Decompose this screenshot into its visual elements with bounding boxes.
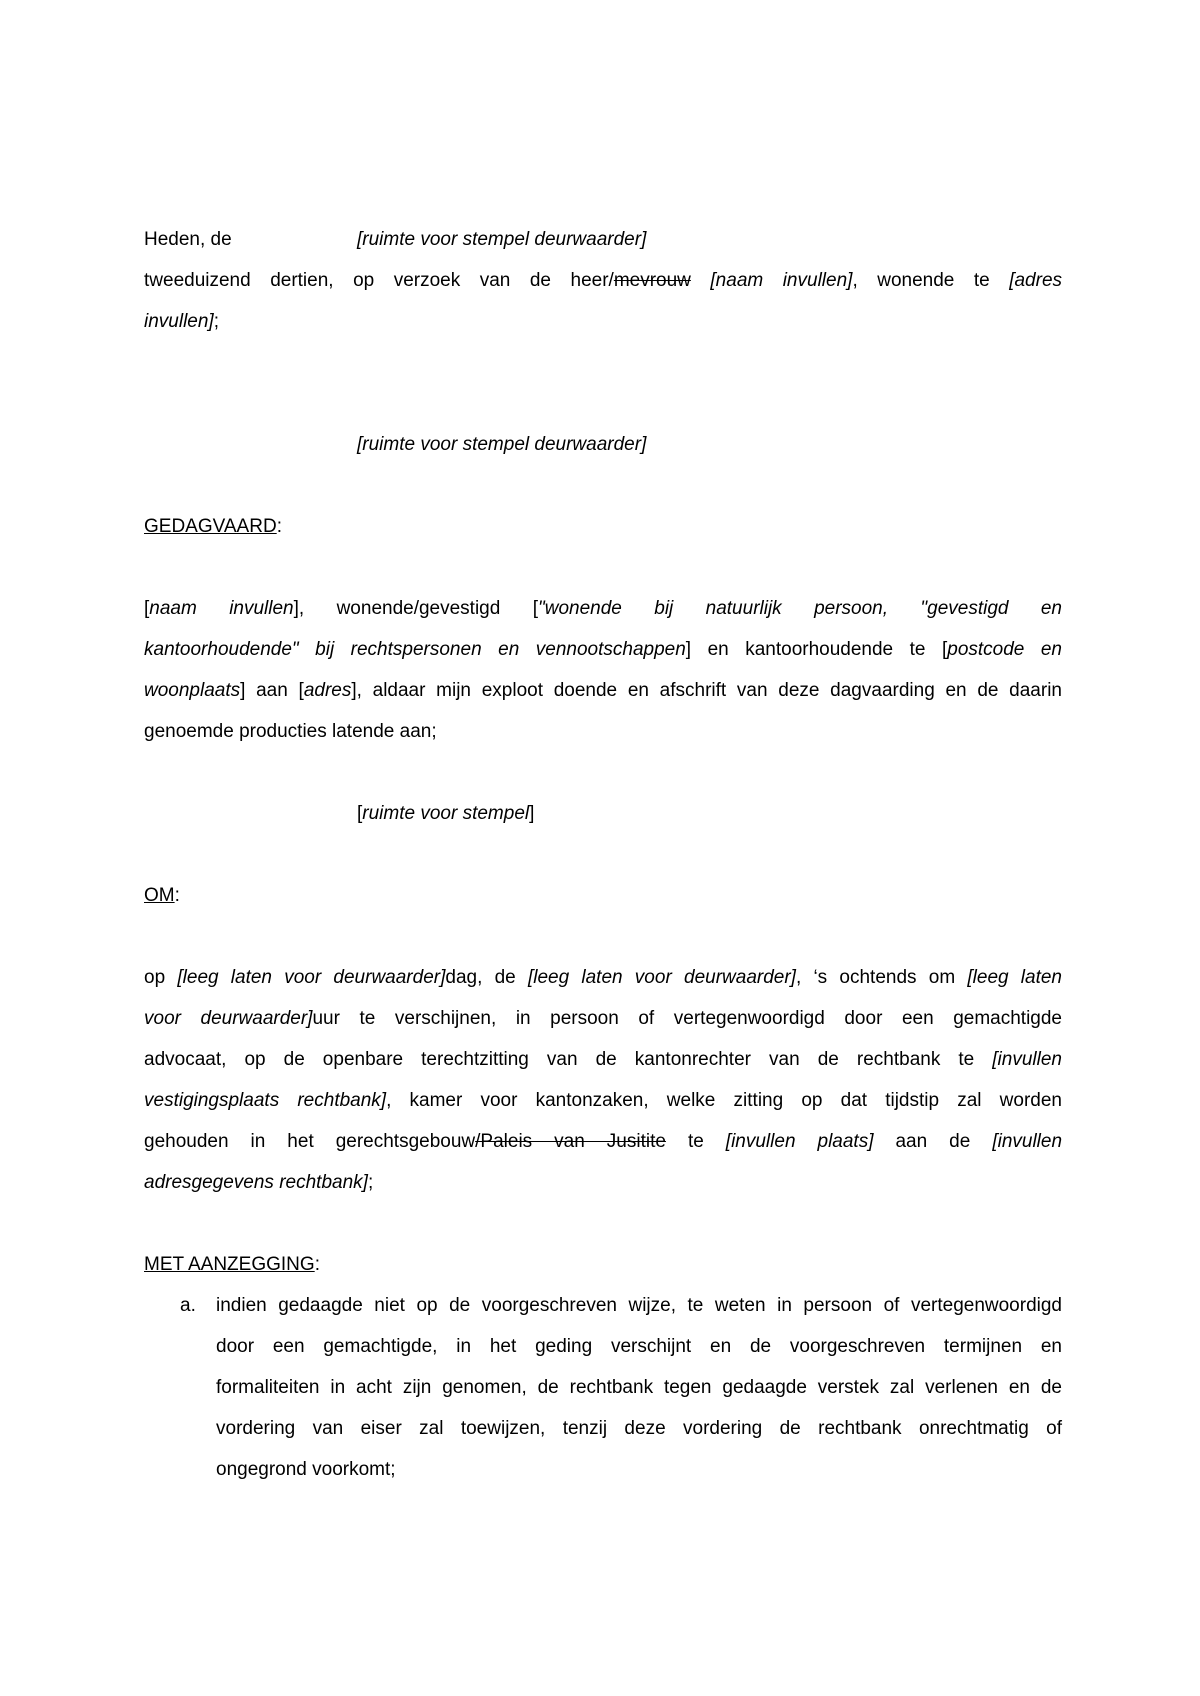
gedagvaard-line-2: kantoorhoudende" bij rechtspersonen en vennootschappen] en kantoorhoudende te [postcode en [144,639,1062,660]
list-marker-a: a. [180,1295,196,1316]
struck-mevrouw: mevrouw [613,270,691,291]
intro-line-3: invullen]; [144,311,219,332]
om-line-3: advocaat, op de openbare terechtzitting van de kantonrechter van de rechtbank te [invullen [144,1049,1062,1070]
om-title: OM [144,885,175,906]
stamp-text-1: [ruimte voor stempel deurwaarder] [357,229,647,250]
om-line-4: vestigingsplaats rechtbank], kamer voor kantonzaken, welke zitting op dat tijdstip zal worden [144,1090,1062,1111]
om-heading: OM: [144,885,180,906]
stamp-placeholder-1 [357,228,646,252]
gedagvaard-title: GEDAGVAARD [144,516,277,537]
list-item-line: formaliteiten in acht zijn genomen, de rechtbank tegen gedaagde verstek zal verlenen en de [216,1377,1062,1398]
postcode-placeholder: postcode en [947,639,1062,660]
naam-placeholder-2: naam invullen [149,598,294,619]
intro-text: tweeduizend dertien, op verzoek van de heer/ [144,270,614,291]
stamp-placeholder-2 [357,433,646,457]
om-line-5: gehouden in het gerechtsgebouw/Paleis van Jusitite te [invullen plaats] aan de [invullen [144,1131,1063,1152]
adres-placeholder-2: adres [303,680,352,701]
om-line-2: voor deurwaarder]uur te verschijnen, in persoon of vertegenwoordigd door een gemachtigde [144,1008,1062,1029]
list-item-line: vordering van eiser zal toewijzen, tenzij deze vordering de rechtbank onrechtmatig of [216,1418,1062,1439]
naam-placeholder: [naam invullen] [710,270,853,291]
gedagvaard-line-3: woonplaats] aan [adres], aldaar mijn exploot doende en afschrift van deze dagvaarding en de daarin [144,680,1062,701]
list-item-line: ongegrond voorkomt; [216,1459,396,1480]
om-line-6: adresgegevens rechtbank]; [144,1172,374,1193]
list-item-line: indien gedaagde niet op de voorgeschreven wijze, te weten in persoon of vertegenwoordigd [216,1295,1062,1316]
aanzegging-heading: MET AANZEGGING: [144,1254,320,1275]
heden-label: Heden, de [144,229,232,250]
intro-line-2: tweeduizend dertien, op verzoek van de heer/mevrouw [naam invullen], wonende te [adres [144,270,1063,291]
stamp-placeholder-3: [ruimte voor stempel] [357,803,535,824]
stamp-text-2: [ruimte voor stempel deurwaarder] [357,434,647,455]
list-item-line: door een gemachtigde, in het geding verschijnt en de voorgeschreven termijnen en [216,1336,1062,1357]
struck-paleis: /Paleis van Jusitite [475,1131,666,1152]
om-line-1: op [leeg laten voor deurwaarder]dag, de [leeg laten voor deurwaarder], ‘s ochtends om [leeg laten [144,967,1063,988]
gedagvaard-line-1: [naam invullen], wonende/gevestigd ["wonende bij natuurlijk persoon, "gevestigd en [144,598,1062,619]
gedagvaard-line-4: genoemde producties latende aan; [144,721,437,742]
aanzegging-title: MET AANZEGGING [144,1254,315,1275]
adres-placeholder-cont: invullen] [144,311,214,332]
gedagvaard-heading: GEDAGVAARD: [144,516,282,537]
adres-placeholder: [adres [1009,270,1063,291]
stamp-text-3: ruimte voor stempel [362,803,530,824]
